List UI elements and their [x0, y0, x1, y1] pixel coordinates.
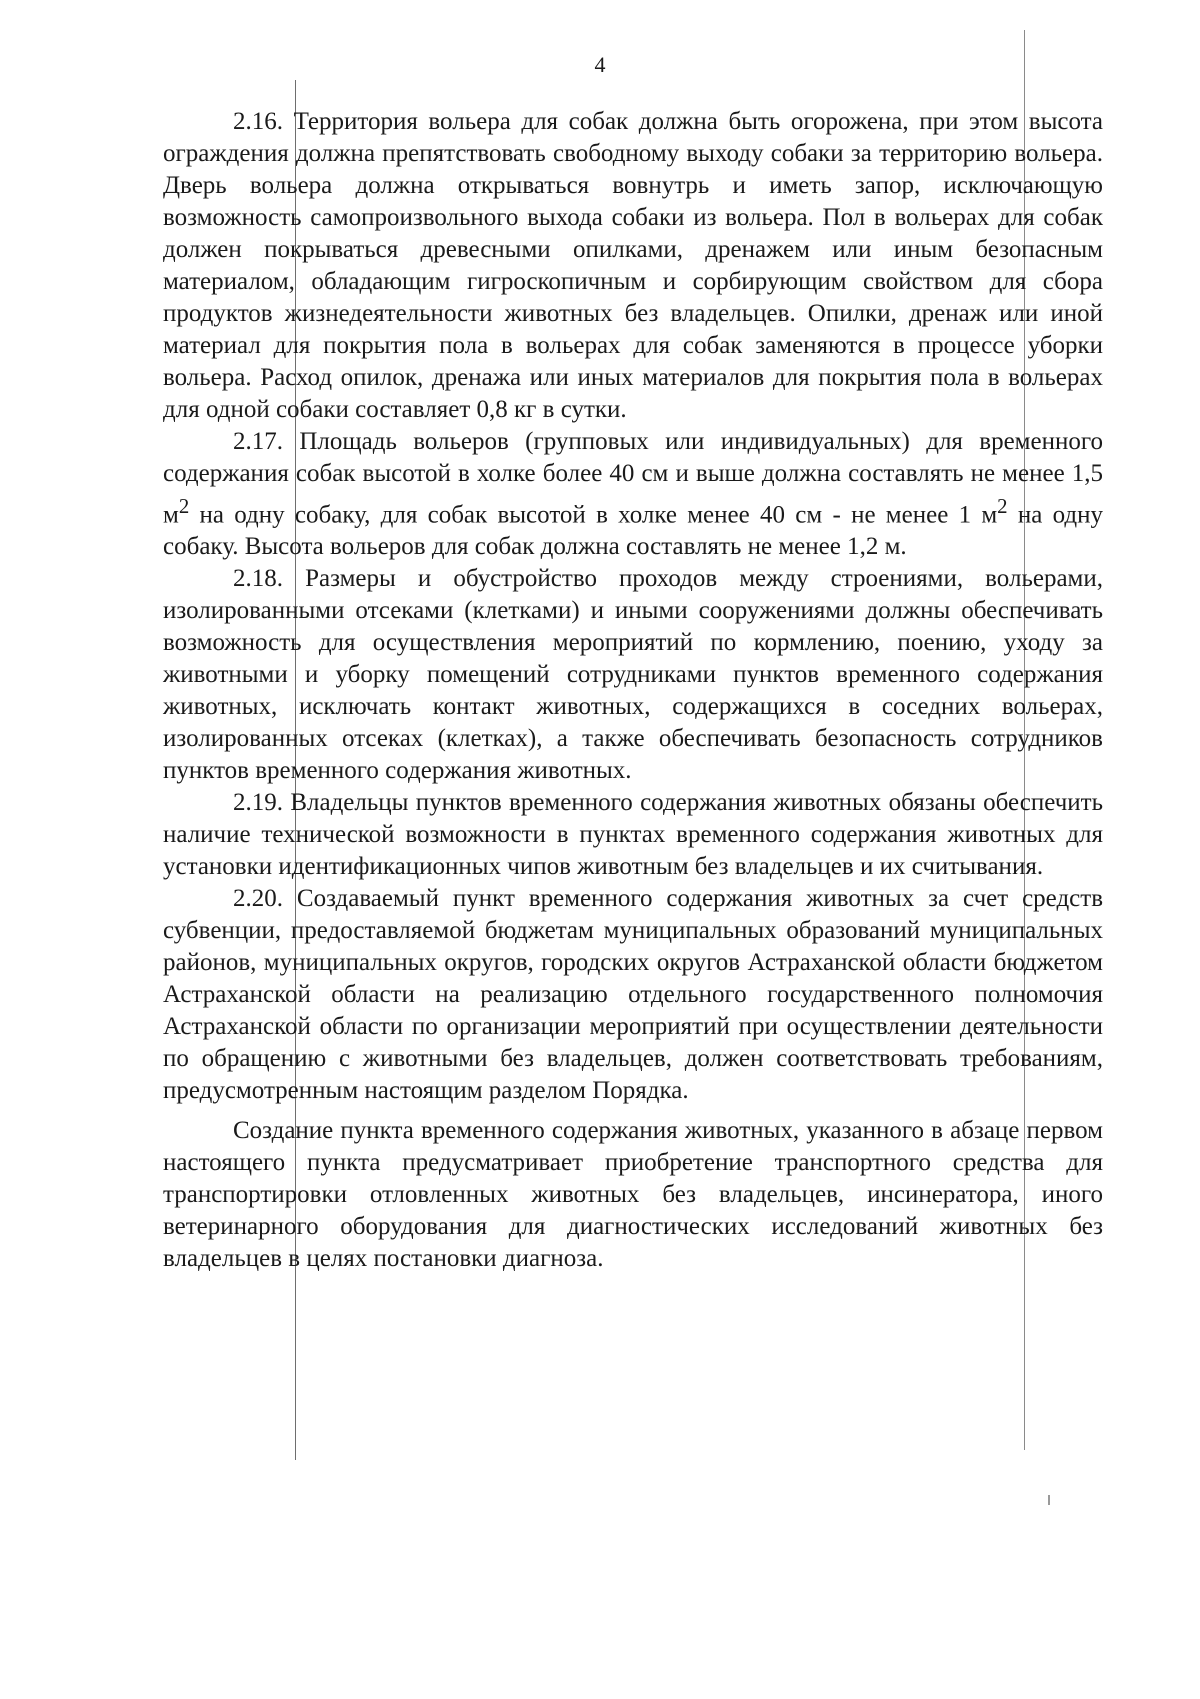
paragraph-2-20-continuation: Создание пункта временного содержания животных, указанного в абзаце первом настоящего пункта предусматривает приобретение транспортного средства для транспортировки отловленных животных без владельцев, инсинератора, иного ветеринарного оборудования для диагностических исследований животных без владельцев в целях постановки диагноза.	[163, 1117, 1103, 1273]
document-body	[163, 106, 1103, 1275]
superscript-square: 2	[178, 494, 190, 518]
paragraph-2-18: 2.18. Размеры и обустройство проходов между строениями, вольерами, изолированными отсеками (клетками) и иными сооружениями должны обеспечивать возможность для осуществления мероприятий по кормлению, поению, уходу за животными и уборку помещений сотрудниками пунктов временного содержания животных, исключать контакт животных, содержащихся в соседних вольерах, изолированных отсеках (клетках), а также обеспечивать безопасность сотрудников пунктов временного содержания животных.	[163, 565, 1103, 785]
paragraph-2-19: 2.19. Владельцы пунктов временного содержания животных обязаны обеспечить наличие технической возможности в пунктах временного содержания животных для установки идентификационных чипов животным без владельцев и их считывания.	[163, 789, 1103, 881]
page-number: 4	[594, 52, 606, 77]
paragraph-2-17-text-part-3: на одну собаку. Высота вольеров для собак должна составлять не менее 1,2 м.	[163, 501, 1103, 561]
paragraph-2-16: 2.16. Территория вольера для собак должна быть огорожена, при этом высота ограждения должна препятствовать свободному выходу собаки за территорию вольера. Дверь вольера должна открываться вовнутрь и иметь запор, исключающую возможность самопроизвольного выхода собаки из вольера. Пол в вольерах для собак должен покрываться древесными опилками, дренажем или иным безопасным материалом, обладающим гигроскопичным и сорбирующим свойством для сбора продуктов жизнедеятельности животных без владельцев. Опилки, дренаж или иной материал для покрытия пола в вольерах для собак заменяются в процессе уборки вольера. Расход опилок, дренажа или иных материалов для покрытия пола в вольерах для одной собаки составляет 0,8 кг в сутки.	[163, 108, 1103, 423]
scan-artifact-mark	[1048, 1495, 1050, 1505]
paragraph-2-17-text-part-2: на одну собаку, для собак высотой в холке менее 40 см - не менее 1 м	[189, 501, 998, 529]
superscript-square: 2	[997, 494, 1008, 518]
paragraph-2-20: 2.20. Создаваемый пункт временного содержания животных за счет средств субвенции, предоставляемой бюджетам муниципальных образований муниципальных районов, муниципальных округов, городских округов Астраханской области бюджетом Астраханской области на реализацию отдельного государственного полномочия Астраханской области по организации мероприятий при осуществлении деятельности по обращению с животными без владельцев, должен соответствовать требованиям, предусмотренным настоящим разделом Порядка.	[163, 885, 1103, 1105]
paragraph-2-17-text-part-1: 2.17. Площадь вольеров (групповых или индивидуальных) для временного содержания собак высотой в холке более 40 см и выше должна составлять не менее 1,5 м	[163, 428, 1103, 529]
paragraph-2-17	[163, 426, 1103, 563]
